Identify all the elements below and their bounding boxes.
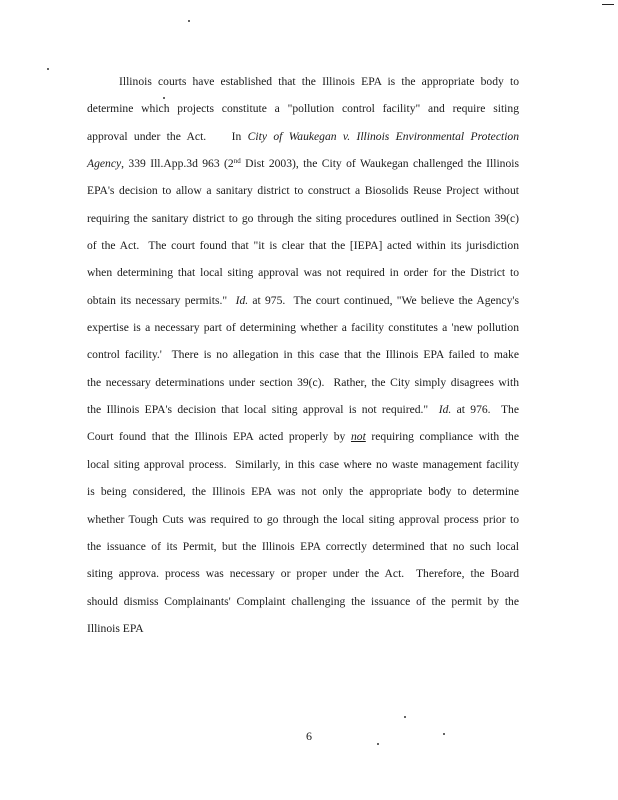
scan-speck (47, 68, 49, 70)
text-line: local siting approval process. Similarly, in this case where no waste management facility (87, 457, 519, 471)
scan-speck (188, 20, 190, 22)
text-line: of the Act. The court found that "it is clear that the [IEPA] acted within its jurisdiction (87, 239, 519, 253)
text-line: the necessary determinations under section 39(c). Rather, the City simply disagrees with (87, 375, 519, 389)
text-line: Court found that the Illinois EPA acted properly by not requiring compliance with the (87, 430, 519, 444)
text-line: requiring the sanitary district to go through the siting procedures outlined in Section 39(c) (87, 211, 519, 225)
text-line: the issuance of its Permit, but the Illinois EPA correctly determined that no such local (87, 539, 519, 553)
text-line: Agency, 339 Ill.App.3d 963 (2nd Dist 2003), the City of Waukegan challenged the Illinois (87, 157, 520, 171)
id-citation: Id. (235, 293, 249, 307)
text-line: control facility.' There is no allegation in this case that the Illinois EPA failed to make (87, 348, 519, 362)
text-line: is being considered, the Illinois EPA was not only the appropriate body to determine (87, 485, 519, 499)
text-line: determine which projects constitute a "pollution control facility" and require siting (87, 102, 519, 116)
text-line: when determining that local siting approval was not required in order for the District to (87, 266, 519, 280)
text-line: Illinois EPA (87, 621, 144, 635)
text-line: the Illinois EPA's decision that local siting approval is not required." Id. at 976. The (87, 403, 519, 417)
text-line: expertise is a necessary part of determining whether a facility constitutes a 'new pollution (87, 321, 519, 335)
page-number: 6 (306, 729, 312, 743)
scan-speck (404, 716, 406, 718)
text-line: obtain its necessary permits." Id. at 975. The court continued, "We believe the Agency's (87, 293, 519, 307)
text-line: approval under the Act. In City of Waukegan v. Illinois Environmental Protection (87, 129, 520, 143)
emphasized-word: not (350, 430, 366, 444)
text-line: should dismiss Complainants' Complaint challenging the issuance of the permit by the (87, 594, 519, 608)
case-citation: Agency (87, 157, 122, 171)
case-citation: City of Waukegan v. Illinois Environmental Protection (247, 129, 520, 143)
text-line: EPA's decision to allow a sanitary district to construct a Biosolids Reuse Project without (87, 184, 519, 198)
id-citation: Id. (438, 403, 452, 417)
text-line: Illinois courts have established that the Illinois EPA is the appropriate body to (119, 75, 519, 88)
body-paragraph (87, 68, 519, 642)
scan-corner-mark (602, 4, 614, 5)
text-line: siting approva. process was necessary or proper under the Act. Therefore, the Board (87, 567, 519, 581)
text-line: whether Tough Cuts was required to go through the local siting approval process prior to (87, 512, 519, 526)
